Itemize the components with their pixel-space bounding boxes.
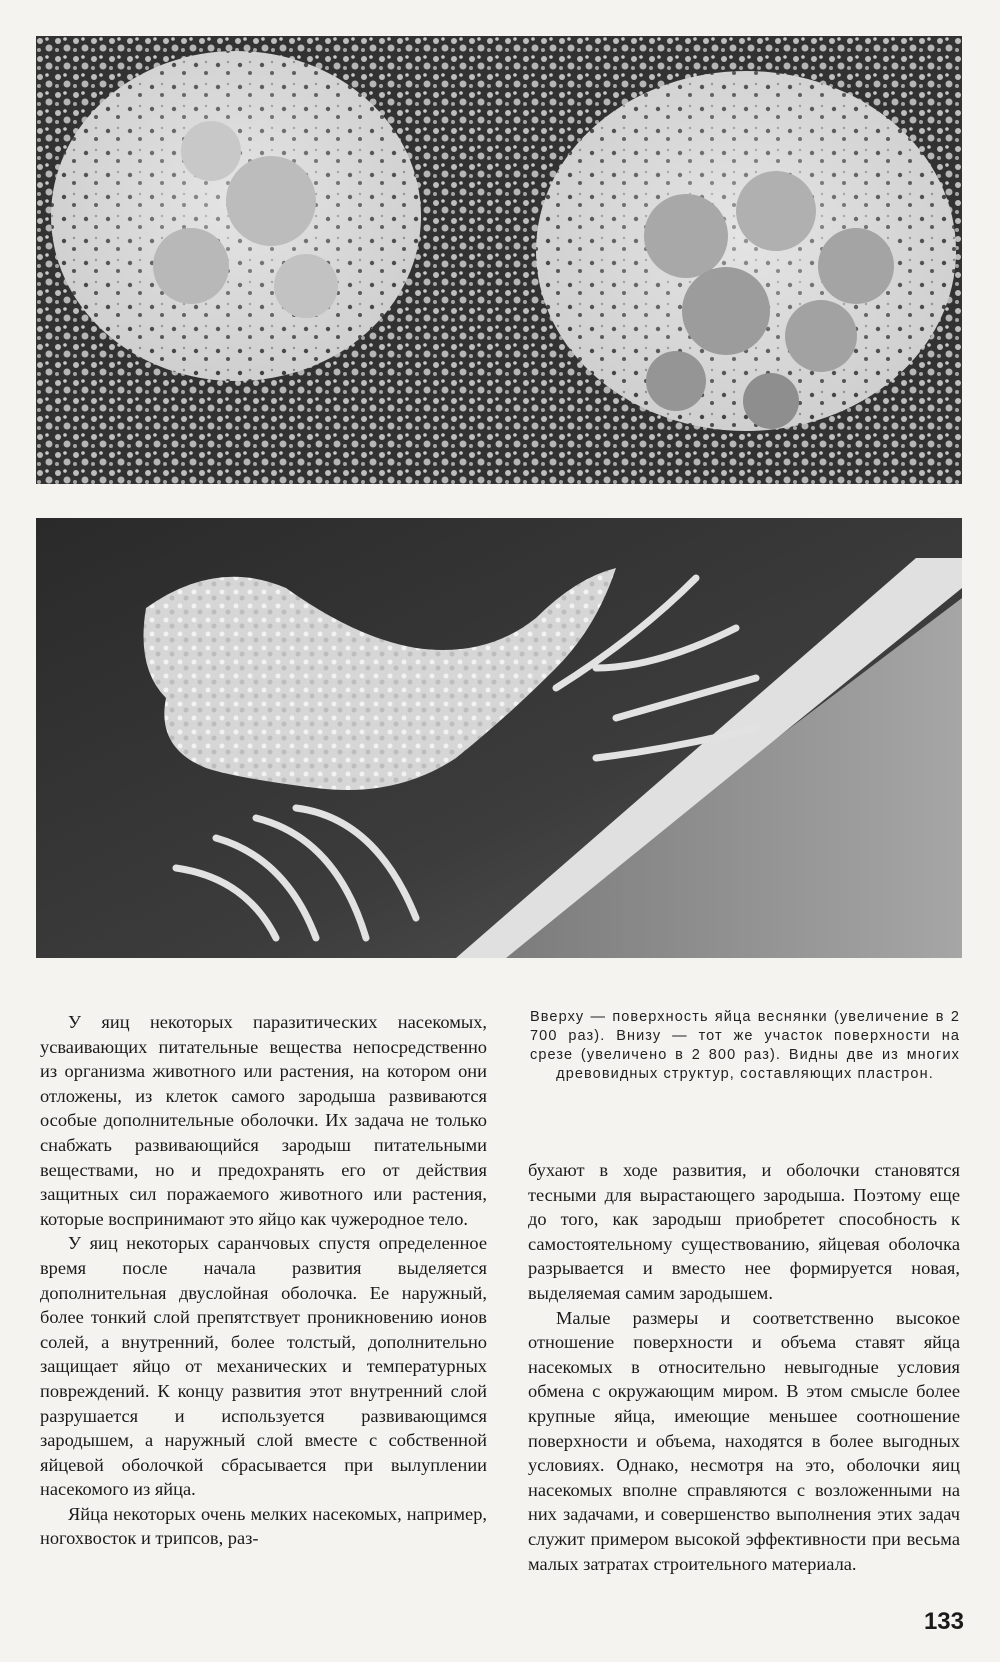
paragraph: Яйца некоторых очень мелких насекомых, например, ногохвосток и трипсов, раз- bbox=[40, 1503, 487, 1549]
paragraph: У яиц некоторых паразитических насекомых, усваивающих питательные вещества непосредственно из организма животного или растения, на котором они отложены, из клеток самого зародыша развиваются особые дополнительные оболочки. Их задача не только снабжать развивающийся зародыш питательными веществами, но и предохранять его от действия защитных сил поражаемого животного или растения, которые воспринимают это яйцо как чужеродное тело. bbox=[40, 1012, 487, 1229]
micrograph-bottom bbox=[36, 518, 962, 958]
text-column-right bbox=[528, 1158, 960, 1576]
text-column-left bbox=[40, 1010, 487, 1551]
page-number: 133 bbox=[923, 1608, 964, 1635]
paragraph: Малые размеры и соответственно высокое отношение поверхности и объема ставят яйца насекомых в относительно невыгодные условия обмена с окружающим миром. В этом смысле более крупные яйца, имеющие меньшее соотношение поверхности и объема, находятся в более выгодных условиях. Однако, несмотря на это, оболочки яиц насекомых вполне справляются с возложенными на них задачами, и совершенство выполнения этих задач служит примером высокой эффективности при весьма малых затратах строительного материала. bbox=[528, 1307, 960, 1574]
paragraph: У яиц некоторых саранчовых спустя определенное время после начала развития выделяется дополнительная двуслойная оболочка. Ее наружный, более тонкий слой препятствует проникновению ионов солей, а внутренний, более толстый, дополнительно защищает яйцо от механических и температурных повреждений. К концу развития этот внутренний слой разрушается и используется развивающимся зародышем, а наружный слой вместе с собственной яйцевой оболочкой сбрасывается при вылуплении насекомого из яйца. bbox=[40, 1233, 487, 1500]
paragraph: бухают в ходе развития, и оболочки становятся тесными для вырастающего зародыша. Поэтому еще до того, как зародыш приобретет способность к самостоятельному существованию, яйцевая оболочка разрывается и вместо нее формируется новая, выделяемая самим зародышем. bbox=[528, 1160, 960, 1303]
micrograph-top bbox=[36, 36, 962, 484]
micrograph-egg-surface-icon bbox=[36, 36, 962, 484]
figure-caption: Вверху — поверхность яйца веснянки (увеличение в 2 700 раз). Внизу — тот же участок поверхности на срезе (увеличено в 2 800 раз). Видны две из многих древовидных структур, составляющих пластрон. bbox=[530, 1009, 960, 1082]
micrograph-egg-section-icon bbox=[36, 518, 962, 958]
